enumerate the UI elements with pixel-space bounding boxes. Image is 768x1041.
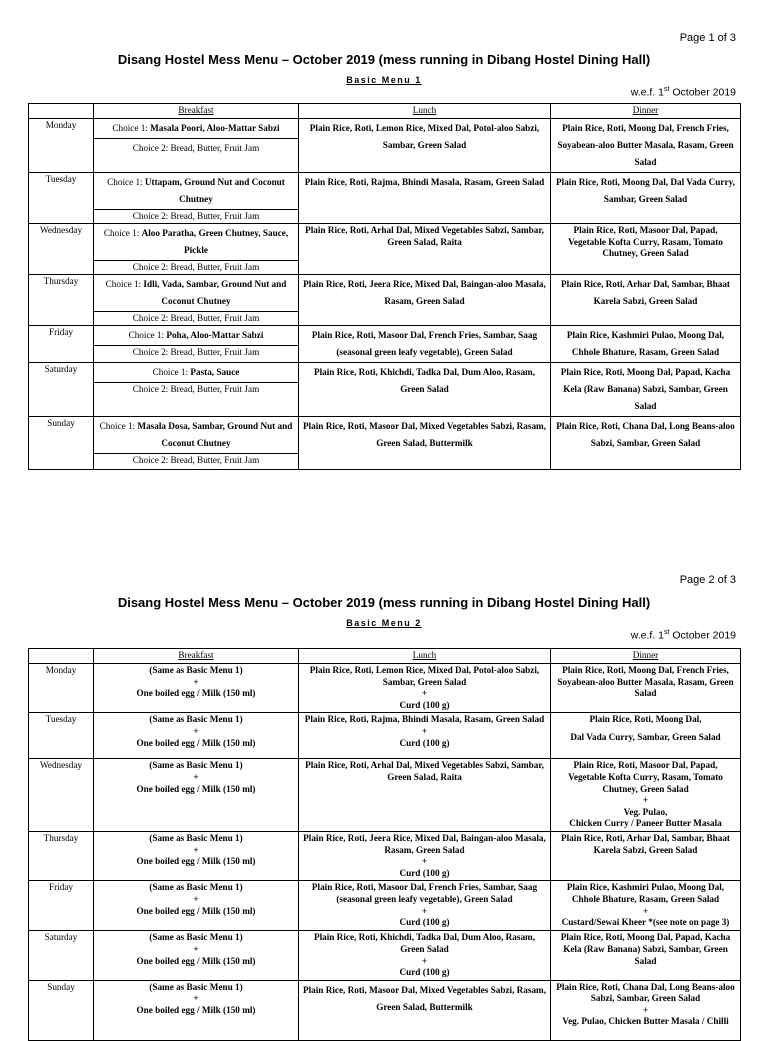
table-row [29,881,741,931]
lunch-cell: Plain Rice, Roti, Rajma, Bhindi Masala, Rasam, Green Salad [299,173,551,224]
header-day [29,104,94,119]
breakfast-choice-1: Choice 1: Uttapam, Ground Nut and Coconut Chutney [94,173,299,210]
effective-date: w.e.f. 1st October 2019 [630,629,736,642]
breakfast-cell: (Same as Basic Menu 1) + One boiled egg / Milk (150 ml) [94,664,299,713]
dinner-cell: Plain Rice, Roti, Chana Dal, Long Beans-aloo Sabzi, Sambar, Green Salad + Veg. Pulao, Chicken Butter Masala / Chilli [551,980,741,1040]
lunch-cell: Plain Rice, Roti, Masoor Dal, Mixed Vegetables Sabzi, Rasam, Green Salad, Buttermilk [299,980,551,1040]
lunch-cell: Plain Rice, Roti, Masoor Dal, French Fries, Sambar, Saag (seasonal green leafy vegetable), Green Salad [299,326,551,363]
effective-date: w.e.f. 1st October 2019 [630,86,736,99]
header-lunch: Lunch [299,649,551,664]
day-cell: Tuesday [29,173,94,224]
menu-subtitle: Basic Menu 1 [346,75,422,85]
dinner-cell: Plain Rice, Roti, Arhar Dal, Sambar, Bhaat Karela Sabzi, Green Salad [551,275,741,326]
day-cell: Thursday [29,275,94,326]
table-row [29,363,741,383]
dinner-cell: Plain Rice, Roti, Moong Dal, Dal Vada Curry, Sambar, Green Salad [551,173,741,224]
breakfast-choice-2: Choice 2: Bread, Butter, Fruit Jam [94,139,299,173]
dinner-cell: Plain Rice, Roti, Moong Dal, Papad, Kacha Kela (Raw Banana) Sabzi, Sambar, Green Salad [551,931,741,980]
page-number: Page 2 of 3 [679,574,736,586]
dinner-cell: Plain Rice, Roti, Moong Dal, French Fries, Soyabean-aloo Butter Masala, Rasam, Green Salad [551,119,741,173]
table-header-row [29,104,741,119]
header-breakfast: Breakfast [94,104,299,119]
breakfast-cell: (Same as Basic Menu 1) + One boiled egg / Milk (150 ml) [94,759,299,832]
lunch-cell: Plain Rice, Roti, Masoor Dal, French Fries, Sambar, Saag (seasonal green leafy vegetable), Green Salad + Curd (100 g) [299,881,551,931]
breakfast-choice-2: Choice 2: Bread, Butter, Fruit Jam [94,210,299,224]
table-row [29,173,741,210]
lunch-cell: Plain Rice, Roti, Jeera Rice, Mixed Dal, Baingan-aloo Masala, Rasam, Green Salad + Curd (100 g) [299,831,551,880]
table-row [29,980,741,1040]
dinner-cell: Plain Rice, Roti, Chana Dal, Long Beans-aloo Sabzi, Sambar, Green Salad [551,417,741,470]
page-number: Page 1 of 3 [679,32,736,44]
lunch-cell: Plain Rice, Roti, Khichdi, Tadka Dal, Dum Aloo, Rasam, Green Salad [299,363,551,417]
breakfast-cell: (Same as Basic Menu 1) + One boiled egg / Milk (150 ml) [94,881,299,931]
table-row [29,224,741,261]
lunch-cell: Plain Rice, Roti, Lemon Rice, Mixed Dal, Potol-aloo Sabzi, Sambar, Green Salad + Curd (100 g) [299,664,551,713]
lunch-cell: Plain Rice, Roti, Jeera Rice, Mixed Dal, Baingan-aloo Masala, Rasam, Green Salad [299,275,551,326]
dinner-cell: Plain Rice, Roti, Moong Dal, Papad, Kacha Kela (Raw Banana) Sabzi, Sambar, Green Salad [551,363,741,417]
breakfast-choice-1: Choice 1: Poha, Aloo-Mattar Sabzi [94,326,299,346]
table-row [29,664,741,713]
table-row [29,275,741,312]
dinner-cell: Plain Rice, Roti, Masoor Dal, Papad, Vegetable Kofta Curry, Rasam, Tomato Chutney, Green Salad [551,224,741,275]
header-dinner: Dinner [551,104,741,119]
day-cell: Sunday [29,980,94,1040]
table-row [29,759,741,832]
lunch-cell: Plain Rice, Roti, Rajma, Bhindi Masala, Rasam, Green Salad + Curd (100 g) [299,713,551,759]
lunch-cell: Plain Rice, Roti, Arhal Dal, Mixed Vegetables Sabzi, Sambar, Green Salad, Raita [299,759,551,832]
breakfast-choice-2: Choice 2: Bread, Butter, Fruit Jam [94,454,299,470]
dinner-cell: Plain Rice, Kashmiri Pulao, Moong Dal, Chhole Bhature, Rasam, Green Salad [551,326,741,363]
table-row [29,713,741,759]
table-row [29,931,741,980]
day-cell: Friday [29,881,94,931]
day-cell: Monday [29,119,94,173]
day-cell: Saturday [29,931,94,980]
breakfast-choice-1: Choice 1: Idli, Vada, Sambar, Ground Nut and Coconut Chutney [94,275,299,312]
dinner-cell: Plain Rice, Roti, Moong Dal, Dal Vada Curry, Sambar, Green Salad [551,713,741,759]
table-row [29,119,741,139]
table-row [29,417,741,454]
breakfast-choice-2: Choice 2: Bread, Butter, Fruit Jam [94,346,299,363]
lunch-cell: Plain Rice, Roti, Lemon Rice, Mixed Dal, Potol-aloo Sabzi, Sambar, Green Salad [299,119,551,173]
page-title: Disang Hostel Mess Menu – October 2019 (mess running in Dibang Hostel Dining Hall) [117,595,651,610]
table-row [29,326,741,346]
day-cell: Monday [29,664,94,713]
breakfast-cell: (Same as Basic Menu 1) + One boiled egg / Milk (150 ml) [94,931,299,980]
day-cell: Thursday [29,831,94,880]
dinner-cell: Plain Rice, Kashmiri Pulao, Moong Dal, Chhole Bhature, Rasam, Green Salad + Custard/Sewai Kheer *(see note on page 3) [551,881,741,931]
page-gap [0,478,768,566]
menu-table-1 [28,103,741,470]
breakfast-choice-2: Choice 2: Bread, Butter, Fruit Jam [94,261,299,275]
breakfast-cell: (Same as Basic Menu 1) + One boiled egg / Milk (150 ml) [94,713,299,759]
menu-subtitle: Basic Menu 2 [346,618,422,628]
dinner-cell: Plain Rice, Roti, Masoor Dal, Papad, Vegetable Kofta Curry, Rasam, Tomato Chutney, Green Salad + Veg. Pulao, Chicken Curry / Paneer Butter Masala [551,759,741,832]
breakfast-choice-1: Choice 1: Aloo Paratha, Green Chutney, Sauce, Pickle [94,224,299,261]
breakfast-choice-2: Choice 2: Bread, Butter, Fruit Jam [94,383,299,417]
dinner-cell: Plain Rice, Roti, Arhar Dal, Sambar, Bhaat Karela Sabzi, Green Salad [551,831,741,880]
page-title: Disang Hostel Mess Menu – October 2019 (mess running in Dibang Hostel Dining Hall) [117,52,651,67]
header-breakfast: Breakfast [94,649,299,664]
breakfast-cell: (Same as Basic Menu 1) + One boiled egg / Milk (150 ml) [94,831,299,880]
lunch-cell: Plain Rice, Roti, Khichdi, Tadka Dal, Dum Aloo, Rasam, Green Salad + Curd (100 g) [299,931,551,980]
day-cell: Saturday [29,363,94,417]
day-cell: Wednesday [29,759,94,832]
lunch-cell: Plain Rice, Roti, Arhal Dal, Mixed Vegetables Sabzi, Sambar, Green Salad, Raita [299,224,551,275]
breakfast-choice-1: Choice 1: Masala Poori, Aloo-Mattar Sabzi [94,119,299,139]
breakfast-choice-2: Choice 2: Bread, Butter, Fruit Jam [94,312,299,326]
table-row [29,831,741,880]
day-cell: Wednesday [29,224,94,275]
header-lunch: Lunch [299,104,551,119]
dinner-cell: Plain Rice, Roti, Moong Dal, French Fries, Soyabean-aloo Butter Masala, Rasam, Green Salad [551,664,741,713]
menu-table-2 [28,648,741,1041]
day-cell: Friday [29,326,94,363]
breakfast-choice-1: Choice 1: Masala Dosa, Sambar, Ground Nut and Coconut Chutney [94,417,299,454]
header-day [29,649,94,664]
day-cell: Sunday [29,417,94,470]
lunch-cell: Plain Rice, Roti, Masoor Dal, Mixed Vegetables Sabzi, Rasam, Green Salad, Buttermilk [299,417,551,470]
table-header-row [29,649,741,664]
breakfast-cell: (Same as Basic Menu 1) + One boiled egg / Milk (150 ml) [94,980,299,1040]
breakfast-choice-1: Choice 1: Pasta, Sauce [94,363,299,383]
header-dinner: Dinner [551,649,741,664]
day-cell: Tuesday [29,713,94,759]
